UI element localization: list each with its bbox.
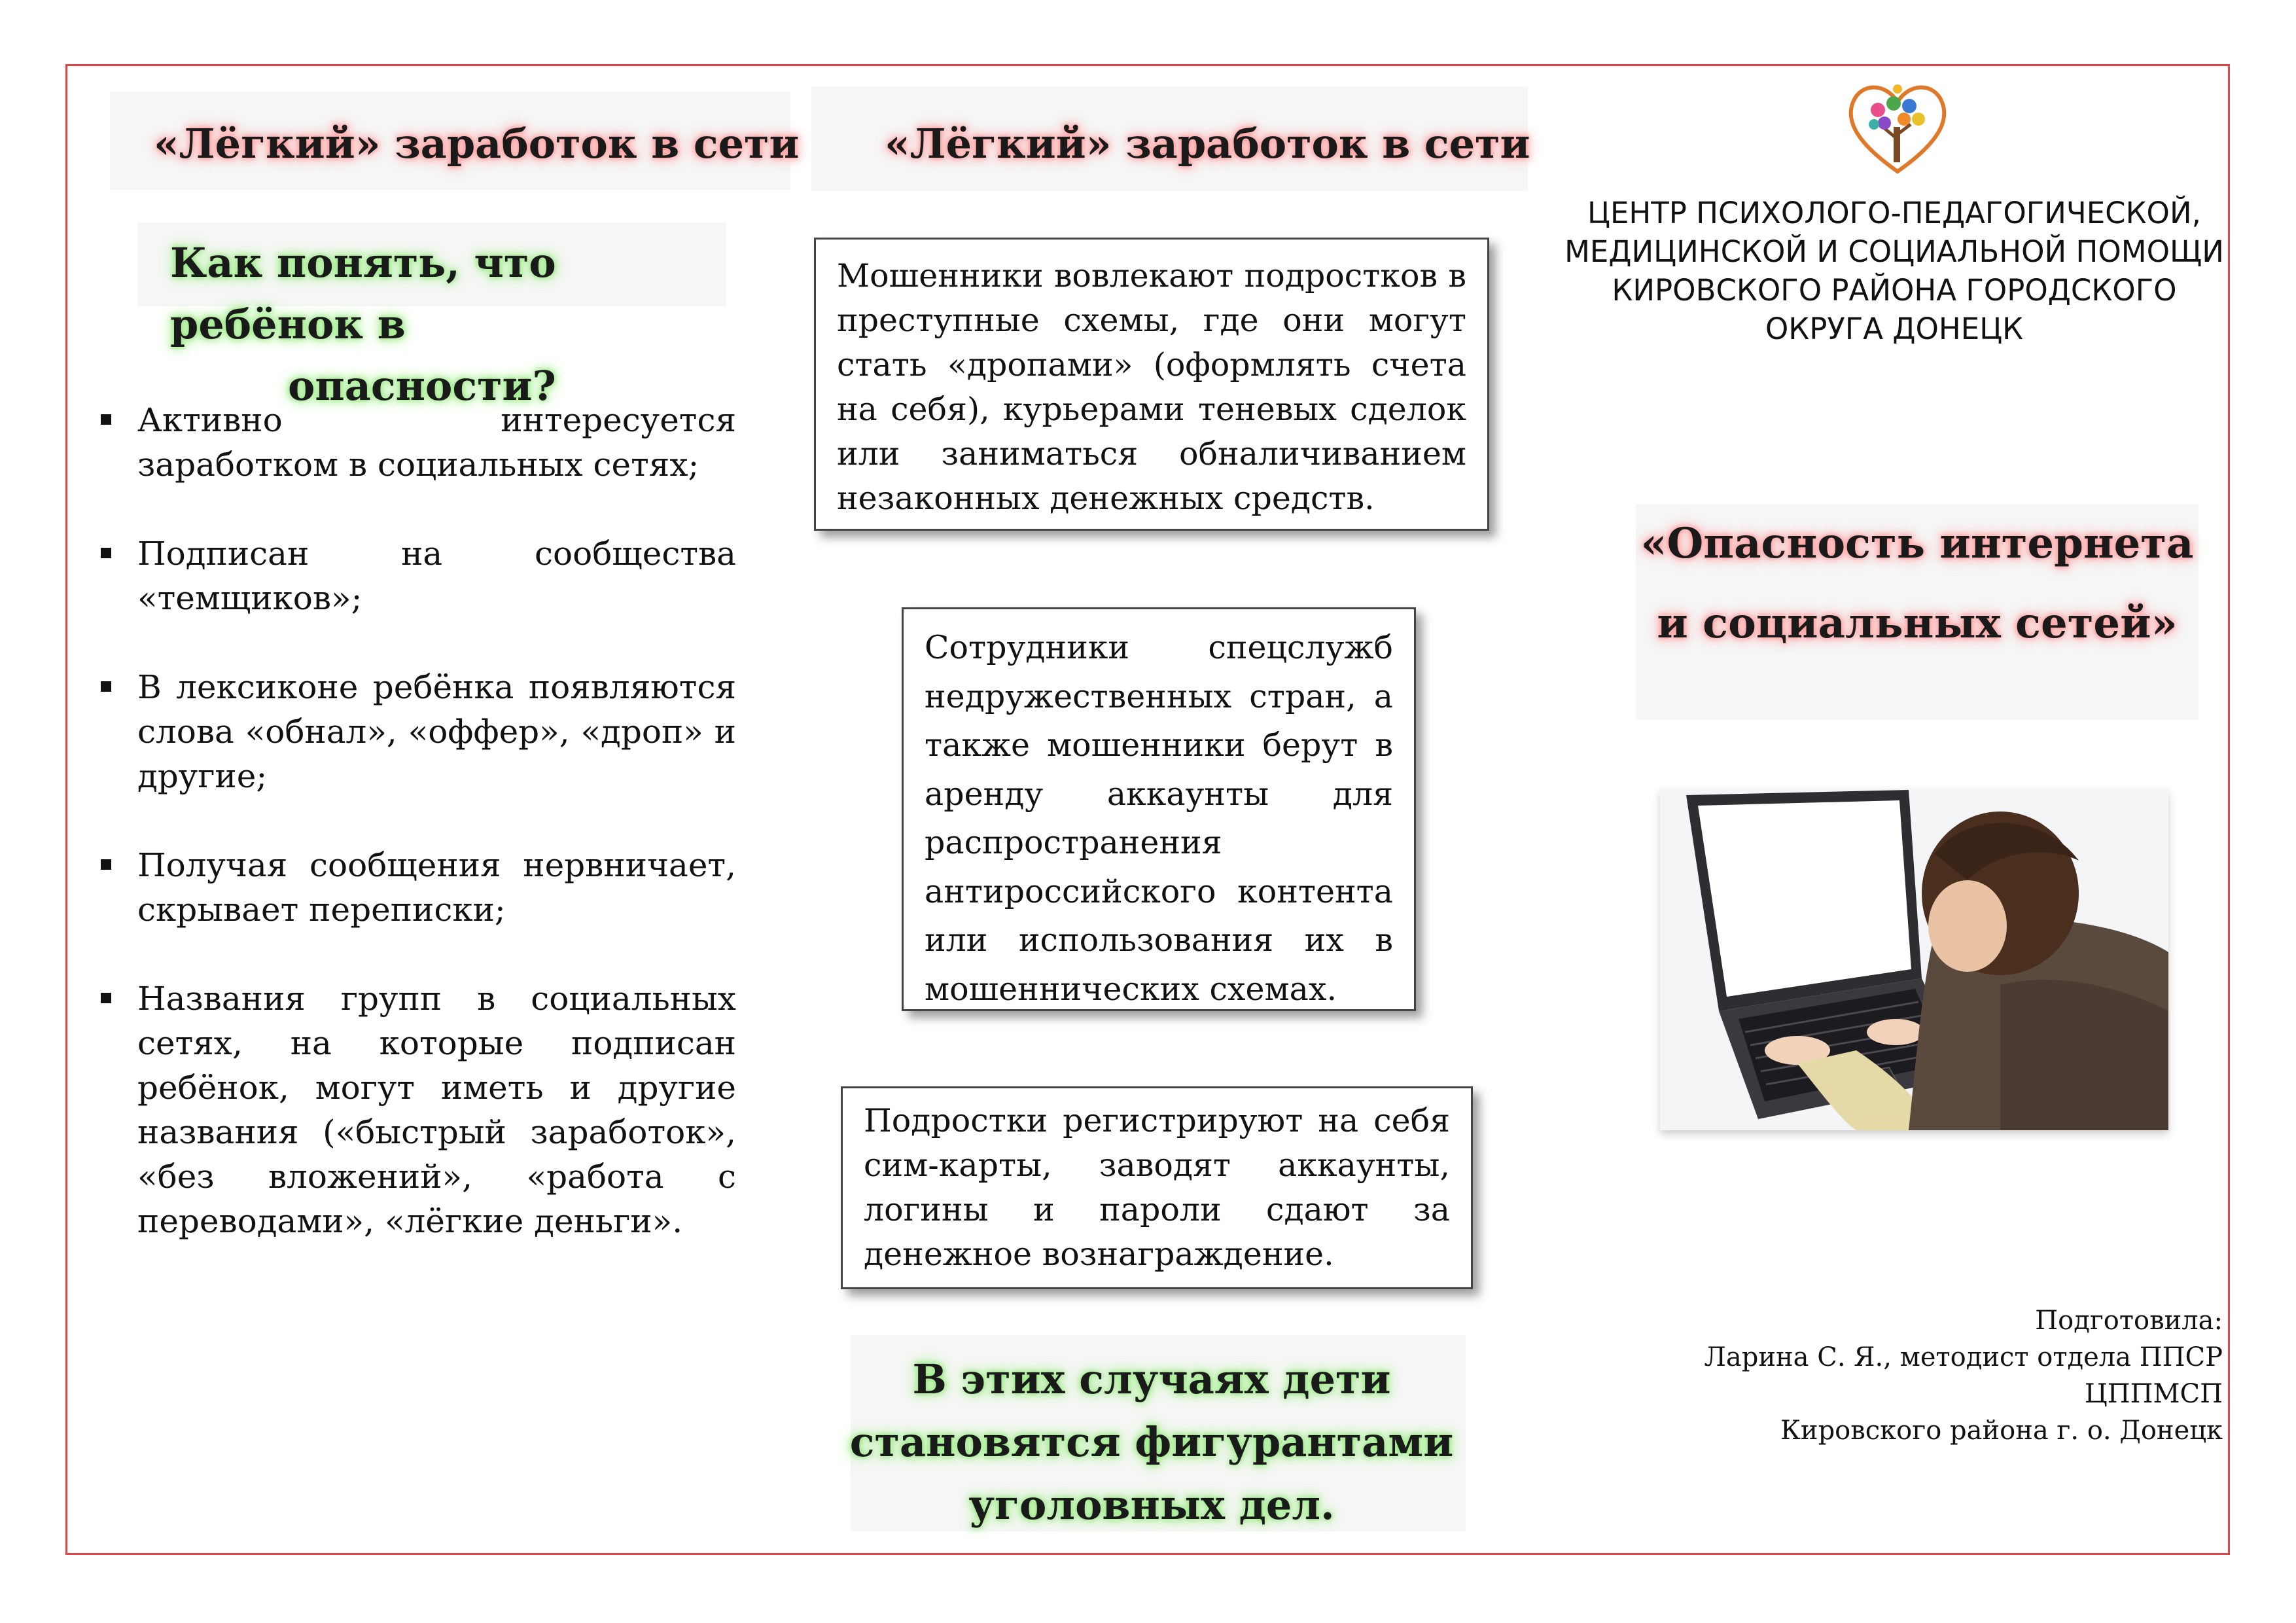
accounts-text-box: Сотрудники спецслужб недружественных стран, а также мошенники берут в аренду аккаунты для распространения антироссийского контента или использования их в мошеннических схемах. <box>902 607 1416 1011</box>
col1-question <box>137 232 726 417</box>
sim-cards-text-box: Подростки регистрируют на себя сим-карты, заводят аккаунты, логины и пароли сдают за денежное вознаграждение. <box>841 1086 1473 1289</box>
conclusion-line1: В этих случаях дети <box>912 1355 1391 1403</box>
warning-signs-list <box>98 398 736 1288</box>
credits-label: Подготовила: <box>2035 1306 2223 1336</box>
scheme-text-box: Мошенники вовлекают подростков в преступные схемы, где они могут стать «дропами» (оформлять счета на себя), курьерами теневых сделок или заниматься обналичиванием незаконных денежных средств. <box>814 238 1489 531</box>
conclusion-text <box>831 1348 1472 1537</box>
org-line4: ОКРУГА ДОНЕЦК <box>1765 312 2024 346</box>
list-item: Подписан на сообщества «темщиков»; <box>98 531 736 620</box>
list-item: Активно интересуется заработком в социальных сетях; <box>98 398 736 487</box>
org-line3: КИРОВСКОГО РАЙОНА ГОРОДСКОГО <box>1612 273 2177 308</box>
credits-name: Ларина С. Я., методист отдела ППСР ЦППМСП <box>1704 1342 2223 1409</box>
boy-at-laptop-photo <box>1660 789 2168 1130</box>
col1-question-line1: Как понять, что ребёнок в <box>170 239 556 348</box>
list-item: Получая сообщения нервничает, скрывает переписки; <box>98 843 736 932</box>
credits <box>1568 1302 2223 1449</box>
org-line2: МЕДИЦИНСКОЙ И СОЦИАЛЬНОЙ ПОМОЩИ <box>1564 234 2224 269</box>
conclusion-line2: становятся фигурантами <box>849 1418 1454 1466</box>
col1-title: «Лёгкий» заработок в сети <box>154 120 800 168</box>
heart-tree-logo-icon <box>1845 73 1950 181</box>
list-item: Названия групп в социальных сетях, на которые подписан ребёнок, могут иметь и другие названия («быстрый заработок», «без вложений», «работа с переводами», «лёгкие деньги». <box>98 976 736 1243</box>
brochure-title-line2: и социальных сетей» <box>1657 599 2178 648</box>
col2-title: «Лёгкий» заработок в сети <box>885 120 1530 168</box>
organization-name <box>1557 194 2231 348</box>
brochure-title <box>1636 504 2199 664</box>
col1-question-line2: опасности? <box>288 362 556 410</box>
conclusion-line3: уголовных дел. <box>968 1481 1335 1529</box>
brochure-title-line1: «Опасность интернета <box>1640 519 2194 568</box>
credits-place: Кировского района г. о. Донецк <box>1780 1416 2223 1446</box>
list-item: В лексиконе ребёнка появляются слова «обнал», «оффер», «дроп» и другие; <box>98 665 736 798</box>
org-line1: ЦЕНТР ПСИХОЛОГО-ПЕДАГОГИЧЕСКОЙ, <box>1587 196 2201 230</box>
